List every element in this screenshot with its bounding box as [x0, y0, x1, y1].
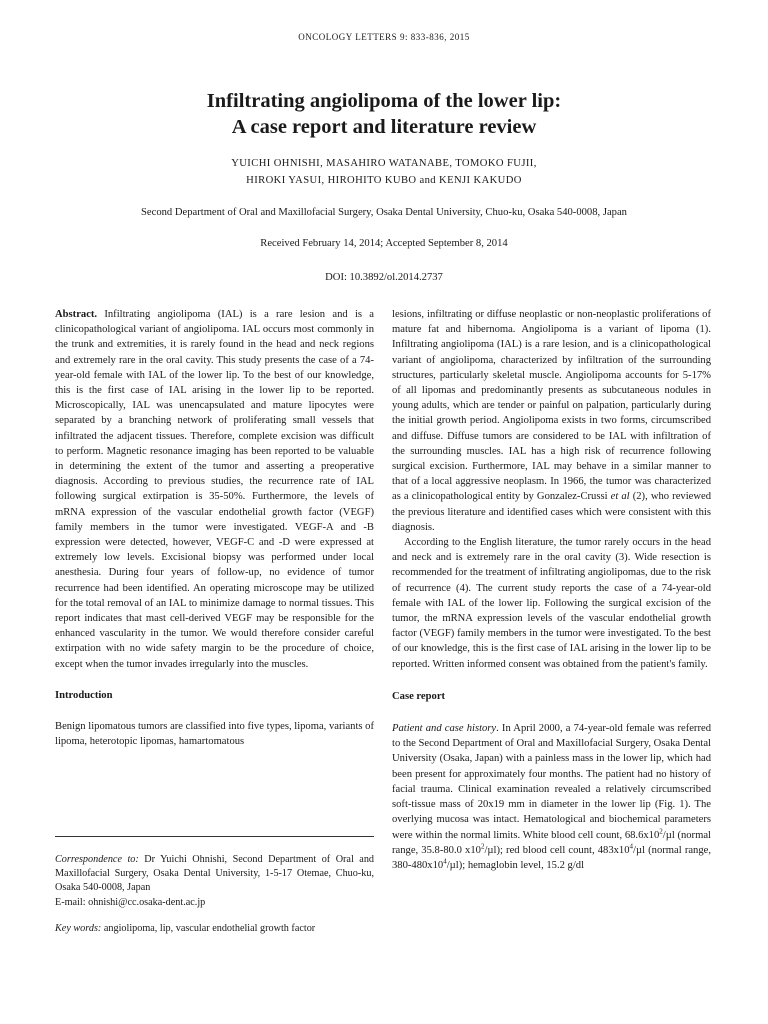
left-column: [55, 307, 374, 749]
intro-continued-text: lesions, infiltrating or diffuse neoplastic or non-neoplastic proliferations of mature fat and hibernoma. Angiolipoma is a variant of lipoma (1). Infiltrating angiolipoma (IAL) is a rare lesion, and is a clinicopathological variant of angiolipoma, characterized by infiltration of the surrounding structures, particularly skeletal muscle. Angiolipoma accounts for 5-17% of all lipomas and predominantly presents as subcutaneous nodules in young adults, which are tender or painful on palpation, particularly during the initial growth period. Angiolipoma exists in two forms, circumscribed and diffuse. Diffuse tumors are considered to be IAL with infiltration of the surrounding muscles. IAL has a high risk of recurrence following surgical excision. Furthermore, IAL may behave in a similar manner to that of a local aggressive neoplasm. In 1966, the tumor was characterized as a clinicopathological entity by Gonzalez-Crussi: [392, 309, 711, 503]
introduction-heading: Introduction: [55, 689, 113, 701]
correspondence-text: Dr Yuichi Ohnishi, Second Department of Oral and Maxillofacial Surgery, Osaka Dental University, 1-5-17 Otemae, Chuo-ku, Osaka 540-0008, Japan: [55, 854, 375, 894]
intro-continued-end: (2), who reviewed the previous literature and identified cases which were consistent with this diagnosis.: [392, 491, 711, 533]
keywords-text: angiolipoma, lip, vascular endothelial growth factor: [101, 923, 316, 934]
keywords-note: [55, 922, 374, 936]
case-text-c: /µl); red blood cell count, 483x10: [484, 844, 630, 856]
case-text-a: . In April 2000, a 74-year-old female was referred to the Second Department of Oral and Maxillofacial Surgery, Osaka Dental University (Osaka, Japan) with a painless mass in the lower lip, which had been present for approximately four months. The patient had no history of facial trauma. Clinical examination revealed a relatively circumscribed soft-tissue mass of 20x19 mm in diameter in the lower lip (Fig. 1). The overlying mucosa was intact. Hematological and biochemical parameters were within the normal limits. White blood cell count, 68.6x10: [392, 723, 711, 841]
case-text-b: /µl (normal range, 35.8-80.0 x10: [392, 829, 711, 856]
title-line-1: Infiltrating angiolipoma of the lower lip:: [206, 90, 562, 112]
superscript-4: 4: [629, 842, 634, 851]
case-text-d: /µl (normal range, 380-480x10: [392, 844, 712, 871]
authors-line-1: YUICHI OHNISHI, MASAHIRO WATANABE, TOMOKO FUJII,: [231, 158, 537, 169]
doi-link[interactable]: DOI: 10.3892/ol.2014.2737: [325, 272, 443, 283]
et-al: et al: [610, 491, 630, 503]
intro-paragraph-2: According to the English literature, the tumor rarely occurs in the head and neck and is extremely rare in the oral cavity (3). Wide resection is recommended for the treatment of infiltrating angiolipomas, due to the risk of recurrence (4). The current study reports the case of a 74-year-old female with IAL of the lower lip. Following the surgical excision of the tumor, the mRNA expression levels of the vascular endothelial growth factor (VEGF) family members in the tumor were investigated. To the best of our knowledge, this is the first case of IAL arising in the lower lip to be reported. Written informed consent was obtained from the patient's family.: [392, 537, 711, 670]
article-title: [0, 88, 768, 140]
correspondence-label: Correspondence to:: [55, 854, 139, 865]
correspondence-note: [55, 853, 374, 910]
superscript-4b: 4: [443, 857, 447, 866]
title-line-2: A case report and literature review: [231, 116, 537, 138]
correspondence-email[interactable]: E-mail: ohnishi@cc.osaka-dent.ac.jp: [55, 896, 206, 908]
affiliation: Second Department of Oral and Maxillofacial Surgery, Osaka Dental University, Chuo-ku, Osaka 540-0008, Japan: [141, 207, 627, 218]
case-text-e: /µl); hemaglobin level, 15.2 g/dl: [446, 859, 585, 871]
case-history-paragraph: [392, 721, 711, 873]
introduction-paragraph: Benign lipomatous tumors are classified into five types, lipoma, variants of lipoma, heterotopic lipomas, hamartomatous: [55, 721, 374, 748]
received-dates: Received February 14, 2014; Accepted September 8, 2014: [260, 238, 508, 249]
abstract: [55, 307, 374, 672]
case-report-heading: Case report: [392, 690, 446, 702]
case-history-label: Patient and case history: [392, 723, 497, 735]
abstract-label: Abstract.: [55, 309, 98, 320]
superscript-2: 2: [659, 826, 663, 835]
abstract-text: Infiltrating angiolipoma (IAL) is a rare lesion and is a clinicopathological variant of angiolipoma. IAL occurs most commonly in the trunk and extremities, it is rarely found in the head and neck regions and extremely rare in the oral cavity. This study presents the case of a 74-year-old female with IAL of the lower lip. To the best of our knowledge, this is the first case of IAL arising in the lower lip to be reported. Microscopically, IAL was unencapsulated and mature lipocytes were separated by a branching network of proliferating small vessels that infiltrated the adjacent tissues. Therefore, complete excision was difficult to perform. Magnetic resonance imaging has been reported to be valuable in determining the extent of the tumor and asserting a preoperative diagnosis. According to previous studies, the recurrence rate of IAL following surgical extirpation is 35-50%. Furthermore, the levels of mRNA expression of the vascular endothelial growth factor (VEGF) family members in the tumor were investigated. VEGF-A and -B expression were detected, however, VEGF-C and -D were expressed at extremely low levels. Excisional biopsy was performed under local anesthesia. During four years of follow-up, no evidence of tumor recurrence had been identified. An operating microscope may be utilized for the total removal of an IAL to minimize damage to normal tissues. This report indicates that mast cell-derived VEGF may be responsible for the enhanced vascularity in the tumor. We would therefore consider careful extirpation with no wide safety margin to be the procedure of choice, except when the tumor invades irregularly into the muscles.: [55, 309, 374, 670]
authors-line-2: HIROKI YASUI, HIROHITO KUBO and KENJI KAKUDO: [246, 175, 522, 186]
author-list: [0, 155, 768, 189]
footnote-divider: [55, 836, 374, 837]
superscript-2b: 2: [480, 842, 485, 851]
intro-continued-paragraph: [392, 307, 711, 535]
right-column: [392, 307, 711, 873]
journal-header: ONCOLOGY LETTERS 9: 833-836, 2015: [298, 32, 470, 42]
keywords-label: Key words:: [55, 923, 102, 934]
